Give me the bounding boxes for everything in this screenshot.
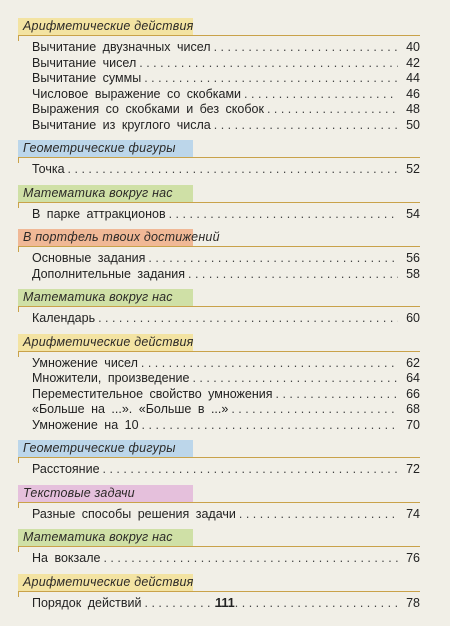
toc-entry xyxy=(32,207,420,223)
toc-entry-title: Числовое выражение со скобками xyxy=(32,86,242,101)
section-items xyxy=(18,36,420,133)
toc-entry xyxy=(32,462,420,478)
toc-entry-page: 54 xyxy=(406,206,420,221)
dot-leader xyxy=(68,162,398,178)
section-header xyxy=(18,529,420,547)
toc-entry-title: На вокзале xyxy=(32,551,101,565)
toc-entry xyxy=(32,418,420,434)
toc-entry xyxy=(32,551,420,567)
toc-entry-page: 46 xyxy=(406,86,420,101)
section-items xyxy=(18,458,420,478)
dot-leader xyxy=(276,387,398,403)
section-header xyxy=(18,229,420,247)
section-header-label: Геометрические фигуры xyxy=(23,141,176,155)
toc-entry xyxy=(32,311,420,327)
toc-entry-title: Вычитание двузначных чисел xyxy=(32,40,211,54)
toc-entry xyxy=(32,507,420,523)
toc-entry-title: Вычитание из круглого числа xyxy=(32,117,211,132)
section-header xyxy=(18,289,420,307)
toc-entry xyxy=(32,402,420,418)
toc-entry-page: 50 xyxy=(406,117,420,132)
dot-leader xyxy=(214,40,398,56)
section-header-label: Арифметические действия xyxy=(23,334,194,349)
toc-entry-title: Календарь xyxy=(32,311,96,325)
section-header xyxy=(18,185,420,203)
table-of-contents xyxy=(18,18,420,618)
toc-entry-page: 52 xyxy=(406,162,420,176)
section-header-label: В портфель твоих достижений xyxy=(23,230,220,244)
toc-entry-title: Переместительное свойство умножения xyxy=(32,386,273,401)
section-header-label: Математика вокруг нас xyxy=(23,185,173,200)
toc-entry xyxy=(32,56,420,72)
dot-leader xyxy=(244,87,398,103)
toc-entry-title: Разные способы решения задачи xyxy=(32,506,236,521)
dot-leader xyxy=(148,251,398,267)
toc-section xyxy=(18,289,420,327)
dot-leader xyxy=(192,371,398,387)
dot-leader xyxy=(169,207,398,223)
dot-leader xyxy=(103,551,398,567)
toc-section xyxy=(18,440,420,478)
section-header xyxy=(18,18,420,36)
toc-entry-page: 72 xyxy=(406,462,420,476)
toc-entry-title: Вычитание суммы xyxy=(32,71,142,85)
section-header-label: Геометрические фигуры xyxy=(23,441,176,455)
section-header-label: Математика вокруг нас xyxy=(23,530,173,544)
section-items xyxy=(18,547,420,567)
toc-entry xyxy=(32,371,420,387)
toc-entry-page: 56 xyxy=(406,251,420,265)
toc-entry-title: Множители, произведение xyxy=(32,371,190,385)
toc-section xyxy=(18,485,420,523)
dot-leader xyxy=(103,462,398,478)
toc-entry-page: 64 xyxy=(406,371,420,385)
toc-entry xyxy=(32,102,420,118)
section-items xyxy=(18,247,420,282)
section-header xyxy=(18,440,420,458)
dot-leader xyxy=(214,118,398,134)
section-header-label: Математика вокруг нас xyxy=(23,290,173,304)
section-header-label: Текстовые задачи xyxy=(23,485,135,500)
toc-entry-page: 42 xyxy=(406,55,420,70)
toc-entry-page: 48 xyxy=(406,102,420,116)
section-header-label: Арифметические действия xyxy=(23,574,194,589)
toc-entry-page: 76 xyxy=(406,551,420,565)
toc-entry-title: «Больше на ...». «Больше в ...» xyxy=(32,402,229,416)
section-header xyxy=(18,574,420,592)
toc-entry-page: 62 xyxy=(406,355,420,370)
dot-leader xyxy=(144,71,398,87)
toc-entry-page: 66 xyxy=(406,386,420,401)
toc-entry-title: Дополнительные задания xyxy=(32,266,186,281)
toc-entry xyxy=(32,40,420,56)
toc-entry-page: 40 xyxy=(406,40,420,54)
toc-entry-title: В парке аттракционов xyxy=(32,206,166,221)
section-items xyxy=(18,203,420,223)
section-items xyxy=(18,307,420,327)
toc-entry xyxy=(32,162,420,178)
toc-entry-page: 70 xyxy=(406,417,420,432)
toc-entry-page: 58 xyxy=(406,266,420,281)
toc-entry xyxy=(32,267,420,283)
toc-section xyxy=(18,229,420,282)
section-header xyxy=(18,140,420,158)
dot-leader xyxy=(239,507,398,523)
section-header-label: Арифметические действия xyxy=(23,19,194,33)
toc-section xyxy=(18,529,420,567)
toc-entry xyxy=(32,87,420,103)
section-items xyxy=(18,158,420,178)
page-number: 111 xyxy=(215,596,235,610)
section-header xyxy=(18,334,420,352)
section-items xyxy=(18,503,420,523)
toc-section xyxy=(18,185,420,223)
section-items xyxy=(18,352,420,434)
toc-entry xyxy=(32,118,420,134)
toc-entry-page: 68 xyxy=(406,402,420,416)
dot-leader xyxy=(98,311,398,327)
dot-leader xyxy=(141,356,398,372)
toc-entry-page: 44 xyxy=(406,71,420,85)
dot-leader xyxy=(267,102,398,118)
dot-leader xyxy=(188,267,398,283)
toc-entry-title: Выражения со скобками и без скобок xyxy=(32,102,264,116)
toc-entry-title: Расстояние xyxy=(32,462,100,476)
toc-entry xyxy=(32,387,420,403)
toc-section xyxy=(18,334,420,434)
toc-entry-title: Порядок действий xyxy=(32,595,142,610)
toc-section xyxy=(18,18,420,133)
toc-entry-page: 78 xyxy=(406,595,420,610)
toc-entry-page: 74 xyxy=(406,506,420,521)
toc-entry-title: Вычитание чисел xyxy=(32,55,137,70)
section-header xyxy=(18,485,420,503)
toc-entry-title: Умножение чисел xyxy=(32,355,138,370)
dot-leader xyxy=(139,56,398,72)
toc-entry-title: Основные задания xyxy=(32,251,146,265)
toc-entry xyxy=(32,251,420,267)
toc-entry xyxy=(32,71,420,87)
toc-entry-title: Умножение на 10 xyxy=(32,417,139,432)
toc-entry-title: Точка xyxy=(32,162,65,176)
dot-leader xyxy=(231,402,398,418)
toc-entry-page: 60 xyxy=(406,311,420,325)
toc-entry xyxy=(32,356,420,372)
toc-section xyxy=(18,140,420,178)
dot-leader xyxy=(142,418,398,434)
